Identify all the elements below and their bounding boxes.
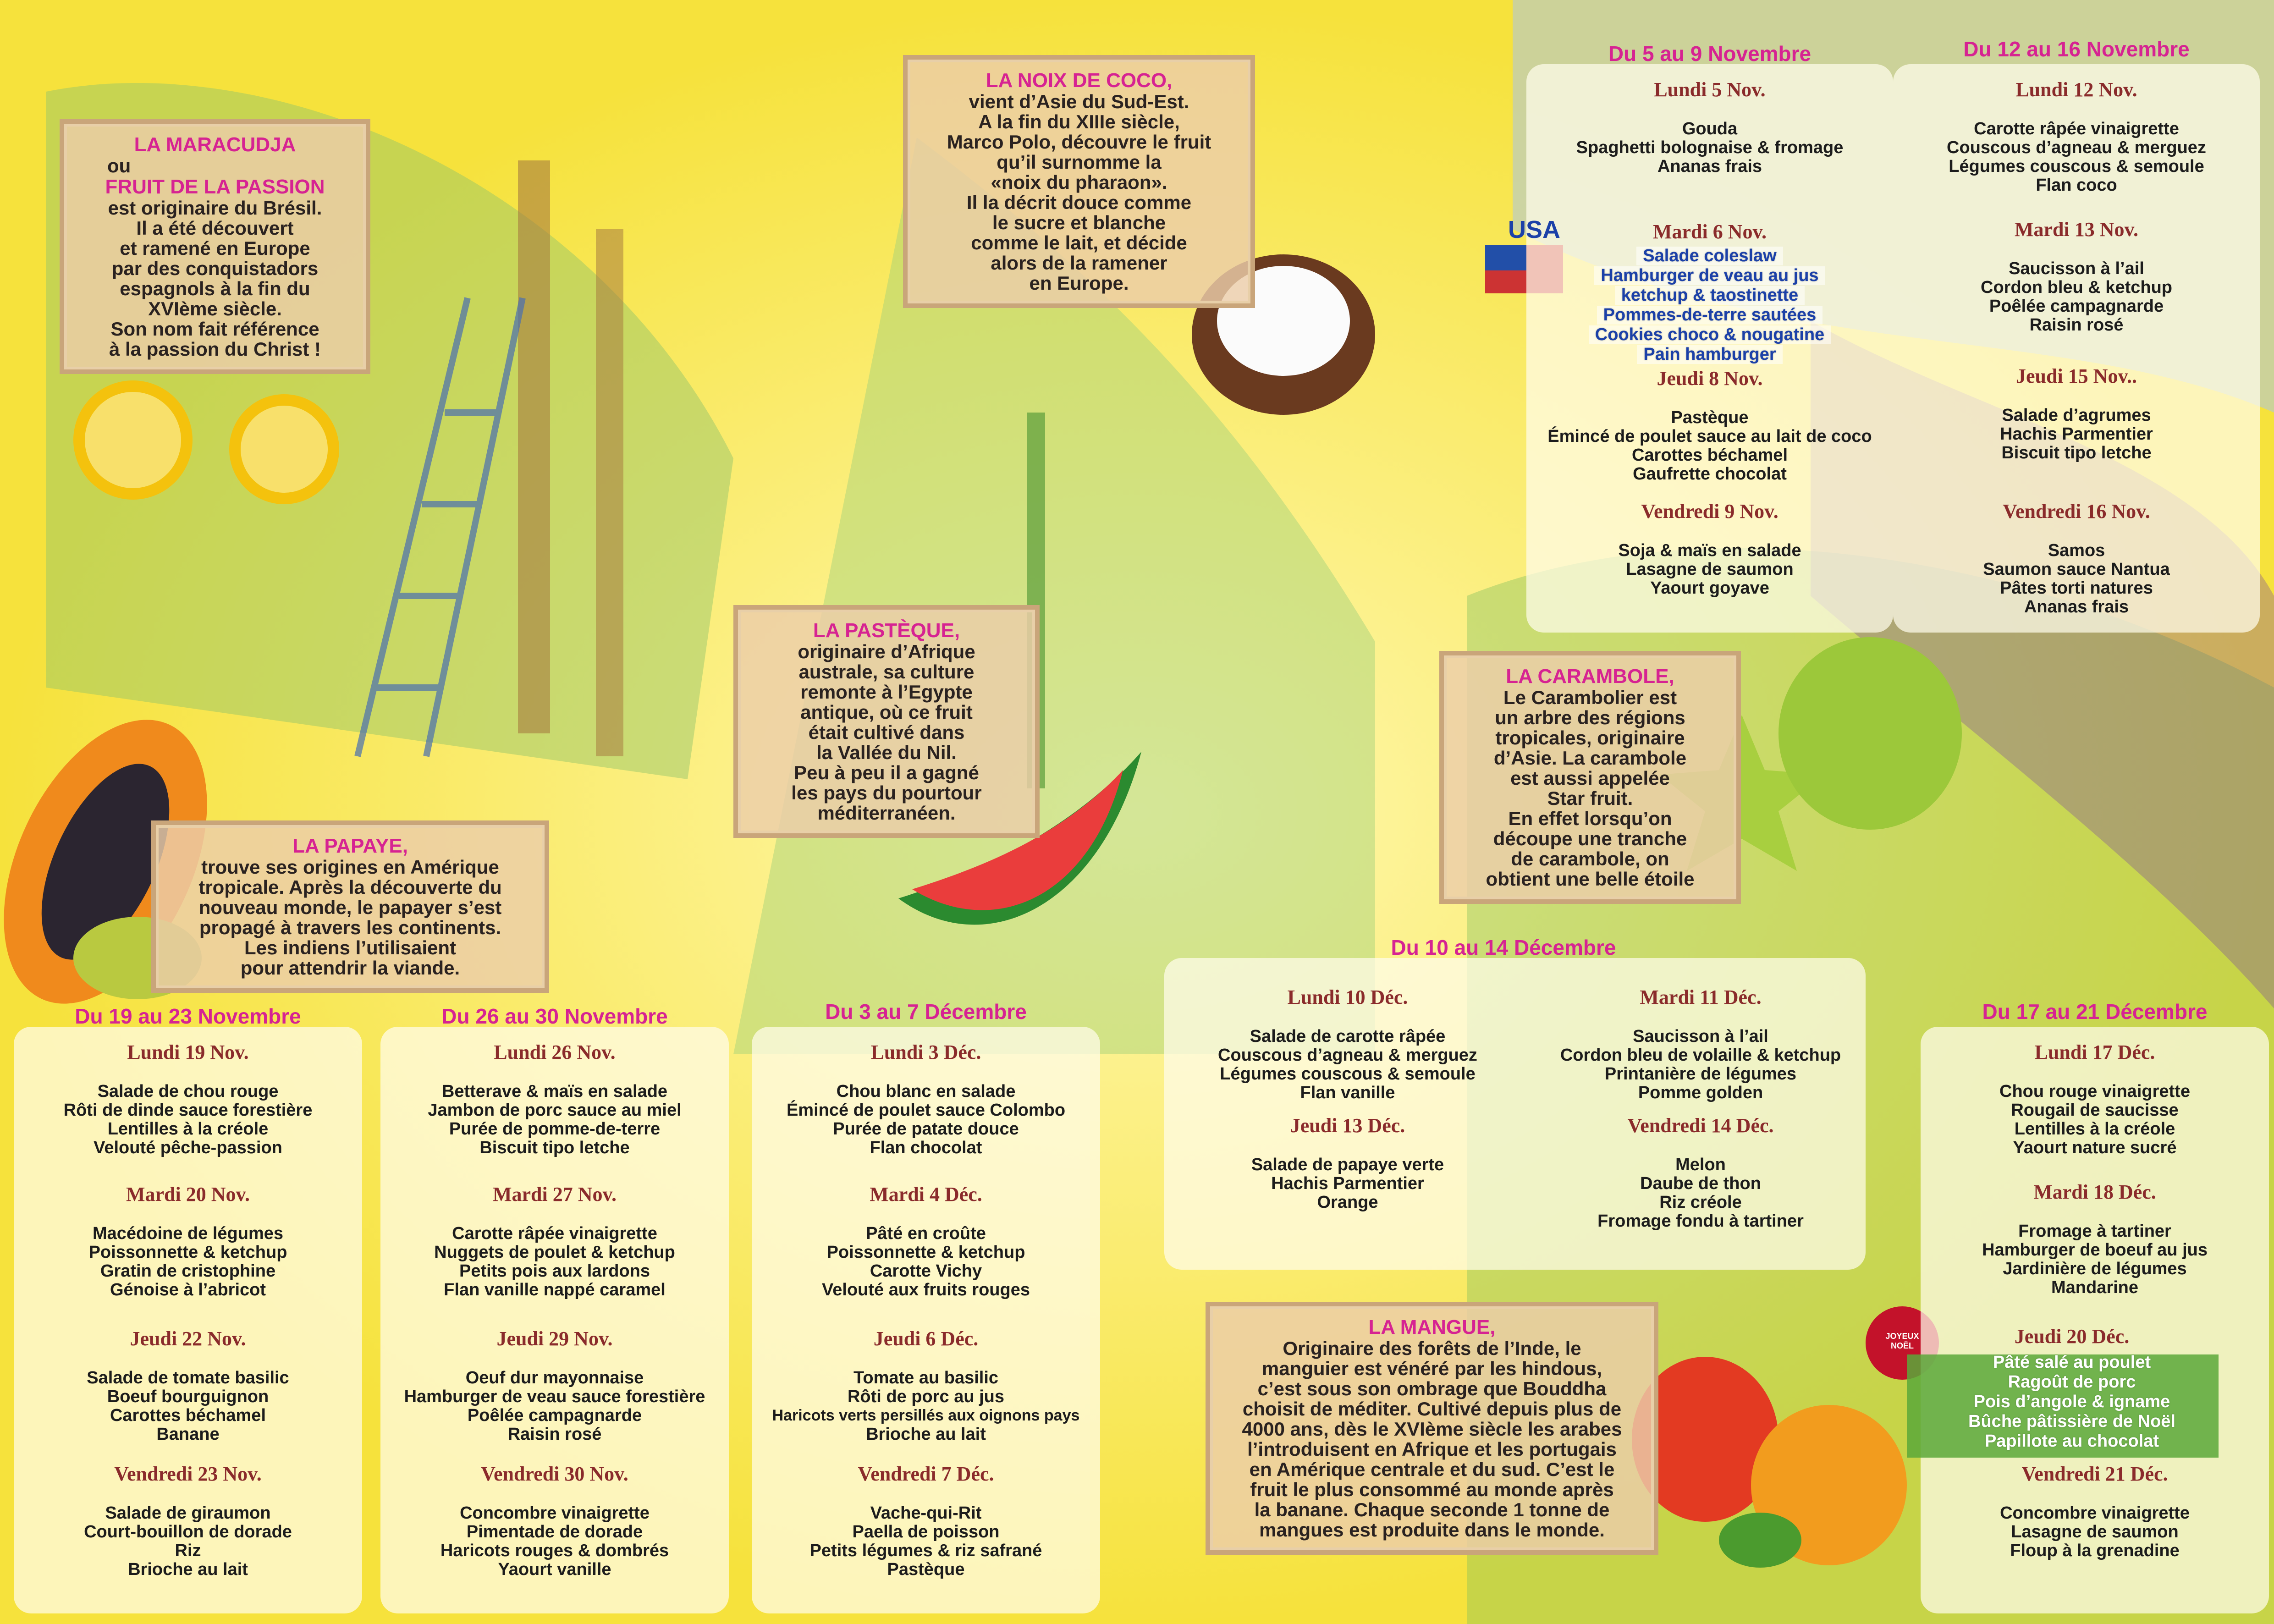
day-menu — [1925, 1180, 2264, 1297]
day-title: Mardi 11 Déc. — [1640, 986, 1762, 1008]
day-menu — [1902, 78, 2251, 195]
day-menu-christmas-special — [1916, 1325, 2228, 1451]
day-menu — [18, 1462, 358, 1579]
info-box-watermelon — [733, 605, 1040, 838]
info-text: Originaire des forêts de l’Inde, le manguier est vénéré par les hindous, c’est sous son ombrage que Bouddha choisit de méditer. Cultivé depuis plus de 4000 ans, dès le XVIème siècle les arabes l’introduisent en Afrique et les portugais en Amérique centrale et du sud. C’est le fruit le plus consommé au monde après la banane. Chaque seconde 1 tonne de mangues est produite dans le monde. — [1242, 1338, 1622, 1541]
dish: Lentilles à la créole — [2014, 1119, 2175, 1139]
info-text: Le Carambolier est un arbre des régions tropicales, originaire d’Asie. La carambole est aussi appelée Star fruit. En effet lorsqu’on découpe une tranche de carambole, on obtient une belle étoile — [1486, 687, 1695, 890]
day-menu — [1536, 78, 1884, 176]
day-title: Mardi 6 Nov. — [1652, 220, 1767, 243]
dish: Pâtes torti natures — [2000, 578, 2153, 598]
dish: Carotte Vichy — [870, 1261, 982, 1281]
dish: Légumes couscous & semoule — [1220, 1064, 1476, 1084]
dish: Salade de carotte râpée — [1250, 1027, 1446, 1046]
dish: Cordon bleu de volaille & ketchup — [1560, 1046, 1841, 1065]
dish: Raisin rosé — [507, 1425, 602, 1444]
dish: Hamburger de veau au jus — [1594, 266, 1825, 285]
dish: Flan vanille — [1300, 1083, 1395, 1102]
dish: Banane — [156, 1425, 220, 1444]
dish: Velouté aux fruits rouges — [822, 1280, 1030, 1299]
info-heading: LA CARAMBOLE, — [1506, 665, 1674, 688]
dish: Velouté pêche-passion — [94, 1138, 282, 1157]
day-menu — [756, 1183, 1096, 1299]
dish: Bûche pâtissière de Noël — [1968, 1412, 2175, 1431]
dish: Fromage fondu à tartiner — [1597, 1211, 1804, 1231]
day-menu — [1902, 500, 2251, 617]
dish: Pastèque — [887, 1560, 965, 1579]
dish: Riz — [175, 1541, 201, 1560]
info-text: originaire d’Afrique australe, sa culture remonte à l’Egypte antique, où ce fruit était cultivé dans la Vallée du Nil. Peu à peu il a gagné les pays du pourtour méditerranéen. — [791, 641, 982, 824]
info-heading: LA PASTÈQUE, — [813, 619, 960, 642]
day-menu — [1536, 500, 1884, 598]
dish: Papillote au chocolat — [1984, 1431, 2159, 1451]
noel-badge: JOYEUX NOËL — [1885, 1332, 1919, 1350]
dish: Hachis Parmentier — [2000, 424, 2153, 444]
dish: Hamburger de boeuf au jus — [1982, 1240, 2208, 1260]
dish: Salade coleslaw — [1636, 247, 1783, 265]
day-title: Lundi 3 Déc. — [870, 1041, 981, 1063]
day-title: Vendredi 23 Nov. — [114, 1463, 262, 1485]
day-menu — [1173, 985, 1522, 1102]
info-text: vient d’Asie du Sud-Est. A la fin du XIIIe siècle, Marco Polo, découvre le fruit qu’il surnomme la «noix du pharaon». Il la décrit douce comme le sucre et blanche comme le lait, et décide alors de la ramener en Europe. — [947, 91, 1211, 294]
week-title: Du 26 au 30 Novembre — [441, 1004, 668, 1028]
day-title: Mardi 18 Déc. — [2033, 1181, 2156, 1203]
dish: Biscuit tipo letche — [2001, 443, 2152, 462]
day-menu-usa-special — [1536, 220, 1884, 364]
dish: ketchup & taostinette — [1615, 286, 1805, 305]
info-heading: LA MANGUE, — [1368, 1316, 1496, 1338]
dish: Carottes béchamel — [1631, 446, 1788, 465]
dish: Yaourt vanille — [498, 1560, 611, 1579]
info-text: est originaire du Brésil. Il a été découvert et ramené en Europe par des conquistadors espagnols à la fin du XVIème siècle. Son nom fait référence à la passion du Christ ! — [108, 197, 322, 360]
dish: Tomate au basilic — [853, 1368, 999, 1387]
dish: Vache-qui-Rit — [870, 1503, 982, 1523]
dish: Couscous d’agneau & merguez — [1218, 1046, 1477, 1065]
dish: Cordon bleu & ketchup — [1981, 278, 2172, 297]
dish: Salade d’agrumes — [2002, 406, 2151, 425]
dish: Poissonnette & ketchup — [826, 1243, 1025, 1262]
dish: Concombre vinaigrette — [460, 1503, 650, 1523]
day-title: Jeudi 22 Nov. — [130, 1327, 246, 1350]
day-title: Lundi 17 Déc. — [2034, 1041, 2155, 1063]
day-menu — [385, 1327, 724, 1444]
dish: Pois d’angole & igname — [1973, 1392, 2170, 1411]
info-text: trouve ses origines en Amérique tropicale. Après la découverte du nouveau monde, le papayer s’est propagé à travers les continents. Les indiens l’utilisaient pour attendrir la viande. — [198, 856, 502, 979]
dish: Rôti de porc au jus — [847, 1387, 1005, 1406]
dish: Salade de chou rouge — [97, 1082, 279, 1101]
dish: Hachis Parmentier — [1271, 1174, 1424, 1193]
dish: Légumes couscous & semoule — [1949, 157, 2204, 176]
dish: Couscous d’agneau & merguez — [1947, 138, 2206, 157]
day-menu — [18, 1040, 358, 1157]
dish: Pastèque — [1671, 408, 1749, 427]
day-menu — [1173, 1114, 1522, 1212]
day-title: Jeudi 13 Déc. — [1290, 1114, 1405, 1137]
dish: Ananas frais — [1657, 157, 1762, 176]
dish: Soja & maïs en salade — [1618, 541, 1801, 560]
dish: Petits pois aux lardons — [459, 1261, 650, 1281]
dish: Orange — [1317, 1193, 1378, 1212]
dish: Biscuit tipo letche — [479, 1138, 630, 1157]
day-title: Jeudi 15 Nov.. — [2015, 365, 2137, 387]
dish: Lasagne de saumon — [1626, 560, 1794, 579]
dish: Haricots rouges & dombrés — [440, 1541, 669, 1560]
dish: Génoise à l’abricot — [110, 1280, 266, 1299]
dish: Chou rouge vinaigrette — [1999, 1082, 2190, 1101]
day-menu — [385, 1462, 724, 1579]
week-title: Du 17 au 21 Décembre — [1982, 1000, 2208, 1024]
dish: Pomme golden — [1638, 1083, 1763, 1102]
dish: Carotte râpée vinaigrette — [452, 1224, 657, 1243]
dish: Poêlée campagnarde — [467, 1406, 642, 1425]
day-menu — [1526, 1114, 1875, 1231]
dish: Gouda — [1682, 119, 1738, 138]
dish: Gratin de cristophine — [100, 1261, 276, 1281]
day-menu — [1925, 1462, 2264, 1560]
day-title: Jeudi 8 Nov. — [1657, 367, 1763, 390]
dish: Melon — [1675, 1155, 1726, 1174]
info-heading: FRUIT DE LA PASSION — [105, 176, 325, 198]
dish: Gaufrette chocolat — [1633, 464, 1787, 484]
dish: Fromage à tartiner — [2018, 1222, 2171, 1241]
dish: Jardinière de légumes — [2003, 1259, 2187, 1278]
dish: Daube de thon — [1640, 1174, 1761, 1193]
dish: Lasagne de saumon — [2011, 1522, 2179, 1541]
dish: Pimentade de dorade — [466, 1522, 643, 1541]
day-title: Lundi 5 Nov. — [1654, 78, 1766, 101]
dish: Hamburger de veau sauce forestière — [404, 1387, 705, 1406]
week-title: Du 12 au 16 Novembre — [1963, 37, 2190, 61]
dish: Émincé de poulet sauce Colombo — [786, 1101, 1066, 1120]
day-title: Vendredi 16 Nov. — [2003, 500, 2150, 523]
day-title: Vendredi 7 Déc. — [858, 1463, 994, 1485]
day-menu — [1536, 367, 1884, 484]
dish: Purée de patate douce — [833, 1119, 1019, 1139]
dish: Pâté salé au poulet — [1993, 1353, 2151, 1372]
day-menu — [1526, 985, 1875, 1102]
dish: Poêlée campagnarde — [1989, 297, 2164, 316]
dish: Chou blanc en salade — [836, 1082, 1016, 1101]
dish: Brioche au lait — [128, 1560, 248, 1579]
dish: Flan chocolat — [870, 1138, 982, 1157]
dish: Pain hamburger — [1637, 345, 1782, 364]
info-heading: LA NOIX DE COCO, — [986, 69, 1173, 92]
dish: Nuggets de poulet & ketchup — [434, 1243, 675, 1262]
day-menu — [756, 1040, 1096, 1157]
dish: Court-bouillon de dorade — [84, 1522, 292, 1541]
dish: Concombre vinaigrette — [2000, 1503, 2190, 1523]
info-heading: LA PAPAYE, — [292, 835, 408, 857]
dish: Oeuf dur mayonnaise — [465, 1368, 644, 1387]
day-title: Mardi 20 Nov. — [126, 1183, 250, 1206]
dish: Yaourt goyave — [1650, 578, 1769, 598]
day-title: Mardi 13 Nov. — [2014, 218, 2139, 241]
day-menu — [1902, 218, 2251, 335]
day-title: Lundi 10 Déc. — [1287, 986, 1408, 1008]
dish: Yaourt nature sucré — [2013, 1138, 2177, 1157]
day-title: Vendredi 14 Déc. — [1627, 1114, 1774, 1137]
dish: Salade de tomate basilic — [87, 1368, 289, 1387]
usa-badge: USA — [1508, 216, 1561, 243]
week-title: Du 19 au 23 Novembre — [75, 1004, 301, 1028]
day-title: Jeudi 29 Nov. — [496, 1327, 613, 1350]
dish: Émincé de poulet sauce au lait de coco — [1547, 427, 1872, 446]
dish: Carotte râpée vinaigrette — [1974, 119, 2179, 138]
info-box-mango — [1206, 1302, 1658, 1555]
day-title: Lundi 19 Nov. — [127, 1041, 249, 1063]
day-menu — [1902, 364, 2251, 462]
dish: Saucisson à l’ail — [1633, 1027, 1768, 1046]
dish: Flan vanille nappé caramel — [444, 1280, 666, 1299]
info-box-coconut — [903, 55, 1255, 308]
dish: Saucisson à l’ail — [2009, 259, 2144, 278]
dish: Purée de pomme-de-terre — [449, 1119, 661, 1139]
dish: Poissonnette & ketchup — [88, 1243, 287, 1262]
dish: Petits légumes & riz safrané — [809, 1541, 1042, 1560]
info-heading: LA MARACUDJA — [134, 133, 296, 156]
dish: Cookies choco & nougatine — [1589, 325, 1831, 344]
day-menu — [18, 1183, 358, 1299]
dish: Haricots verts persillés aux oignons pays — [772, 1407, 1080, 1424]
day-title: Mardi 27 Nov. — [492, 1183, 617, 1206]
dish: Brioche au lait — [866, 1425, 986, 1444]
dish: Jambon de porc sauce au miel — [428, 1101, 682, 1120]
dish: Carottes béchamel — [110, 1406, 266, 1425]
dish: Macédoine de légumes — [92, 1224, 283, 1243]
dish: Lentilles à la créole — [107, 1119, 269, 1139]
day-title: Lundi 26 Nov. — [494, 1041, 616, 1063]
info-box-papaya — [151, 820, 549, 993]
dish: Rougail de saucisse — [2011, 1101, 2179, 1120]
dish: Pâté en croûte — [866, 1224, 986, 1243]
day-title: Vendredi 9 Nov. — [1641, 500, 1778, 523]
day-menu — [385, 1183, 724, 1299]
info-connector: ou — [107, 155, 131, 176]
dish: Salade de giraumon — [105, 1503, 271, 1523]
dish: Samos — [2048, 541, 2105, 560]
dish: Floup à la grenadine — [2010, 1541, 2180, 1560]
day-menu — [18, 1327, 358, 1444]
day-title: Mardi 4 Déc. — [870, 1183, 982, 1206]
dish: Saumon sauce Nantua — [1983, 560, 2170, 579]
week-title: Du 10 au 14 Décembre — [1391, 936, 1616, 959]
dish: Rôti de dinde sauce forestière — [63, 1101, 313, 1120]
day-title: Lundi 12 Nov. — [2015, 78, 2137, 101]
dish: Paella de poisson — [852, 1522, 1000, 1541]
dish: Riz créole — [1659, 1193, 1742, 1212]
dish: Flan coco — [2036, 176, 2117, 195]
day-title: Vendredi 30 Nov. — [481, 1463, 628, 1485]
day-menu — [756, 1327, 1096, 1444]
dish: Printanière de légumes — [1604, 1064, 1797, 1084]
day-title: Jeudi 6 Déc. — [873, 1327, 979, 1350]
week-title: Du 5 au 9 Novembre — [1608, 42, 1811, 66]
info-box-maracudja — [60, 119, 370, 374]
info-box-carambola — [1439, 651, 1741, 904]
dish: Ragoût de porc — [2008, 1372, 2136, 1392]
dish: Betterave & maïs en salade — [441, 1082, 668, 1101]
dish: Raisin rosé — [2029, 315, 2124, 335]
day-menu — [385, 1040, 724, 1157]
dish: Salade de papaye verte — [1251, 1155, 1444, 1174]
dish: Pommes-de-terre sautées — [1597, 306, 1823, 325]
day-title: Vendredi 21 Déc. — [2021, 1463, 2168, 1485]
dish: Mandarine — [2051, 1278, 2139, 1297]
day-title: Jeudi 20 Déc. — [2014, 1325, 2130, 1348]
day-menu — [1925, 1040, 2264, 1157]
dish: Boeuf bourguignon — [107, 1387, 269, 1406]
dish: Spaghetti bolognaise & fromage — [1576, 138, 1844, 157]
week-title: Du 3 au 7 Décembre — [825, 1000, 1027, 1024]
day-menu — [756, 1462, 1096, 1579]
dish: Ananas frais — [2024, 597, 2129, 617]
